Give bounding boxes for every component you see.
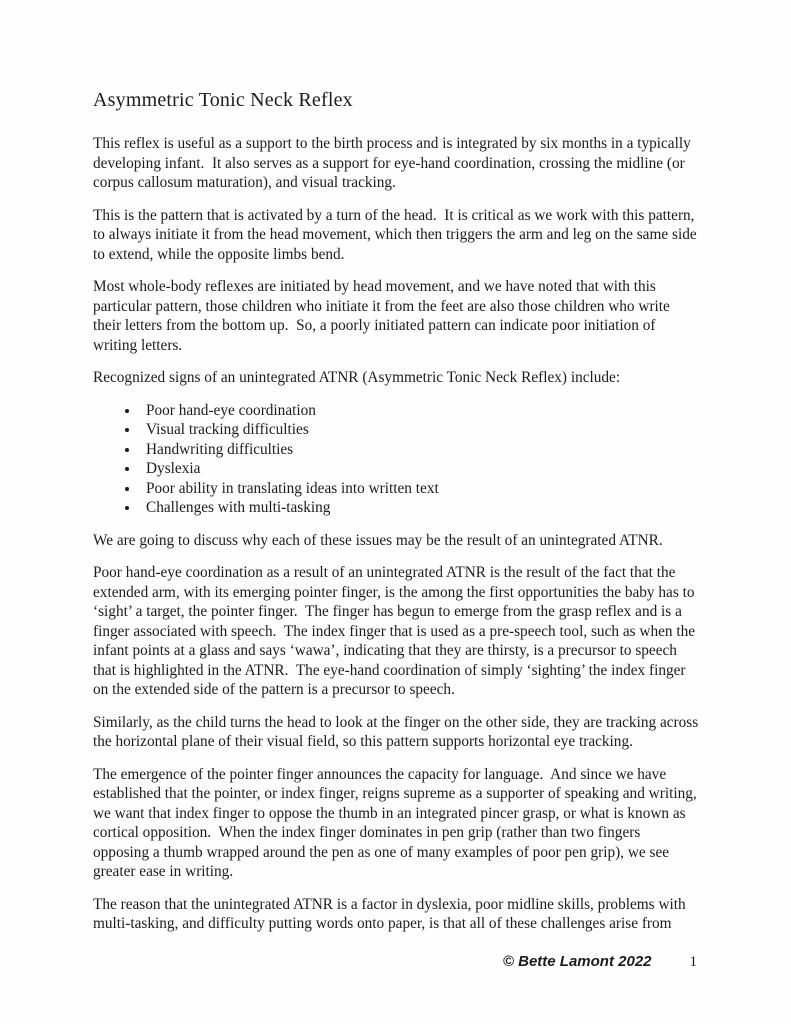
paragraph-recognized-signs: Recognized signs of an unintegrated ATNR (Asymmetric Tonic Neck Reflex) include: [93,369,621,386]
paragraph-pointer-finger: Poor hand-eye coordination as a result of an unintegrated ATNR is the result of the fact that the extended arm, with its emerging pointer finger, is the among the first opportunities the baby has to ‘sight’ a target, the pointer finger. The finger has begun to emerge from the grasp reflex and is a finger associated with speech. The index finger that is used as a pre-speech tool, such as when the infant points at a glass and says ‘wawa’, indicating that they are thirsty, is a precursor to speech that is highlighted in the ATNR. The eye-hand coordination of simply ‘sighting’ the index finger on the extended side of the pattern is a precursor to speech. [93,564,699,698]
list-item-hand-eye: • Poor hand-eye coordination [140,401,700,421]
copyright-text: © Bette Lamont 2022 [502,953,652,970]
list-item-translating-ideas: • Poor ability in translating ideas into written text [140,479,700,499]
paragraph-birth-process: This reflex is useful as a support to the birth process and is integrated by six months in a typically developing infant. It also serves as a support for eye-hand coordination, crossing the midline (or corpus callosum maturation), and visual tracking. [93,135,695,191]
paragraph-discuss-intro: We are going to discuss why each of these issues may be the result of an unintegrated ATNR. [93,531,663,549]
list-item-handwriting: • Handwriting difficulties [140,440,700,460]
paragraph-language-capacity: The emergence of the pointer finger announces the capacity for language. And since we have established that the pointer, or index finger, reigns supreme as a supporter of speaking and writing, we want that index finger to oppose the thumb in an integrated pincer grasp, or what is known as cortical opposition. When the index finger dominates in pen grip (rather than two fingers opposing a thumb wrapped around the pen as one of many examples of poor pen grip), we see greater ease in writing. [93,765,701,880]
symptom-list [93,401,700,518]
list-item-visual-tracking: • Visual tracking difficulties [140,420,700,440]
paragraph-whole-body-reflexes: Most whole-body reflexes are initiated by head movement, and we have noted that with this particular pattern, those children who initiate it from the feet are also those children who write their letters from the bottom up. So, a poorly initiated pattern can indicate poor initiation of writing letters. [93,278,674,354]
list-item-dyslexia: • Dyslexia [140,459,700,479]
paragraph-head-turn: This is the pattern that is activated by a turn of the head. It is critical as we work with this pattern, to always initiate it from the head movement, which then triggers the arm and leg on the same side to extend, while the opposite limbs bend. [93,206,701,263]
paragraph-dyslexia-factor: The reason that the unintegrated ATNR is a factor in dyslexia, poor midline skills, problems with multi-tasking, and difficulty putting words onto paper, is that all of these challenges arise from [93,895,690,932]
page-number: 1 [689,954,697,970]
paragraph-horizontal-tracking: Similarly, as the child turns the head to look at the finger on the other side, they are tracking across the horizontal plane of their visual field, so this pattern supports horizontal eye tracking. [93,713,703,750]
list-item-multi-tasking: • Challenges with multi-tasking [140,498,700,518]
page-title: Asymmetric Tonic Neck Reflex [93,89,353,111]
page-footer [503,953,697,971]
